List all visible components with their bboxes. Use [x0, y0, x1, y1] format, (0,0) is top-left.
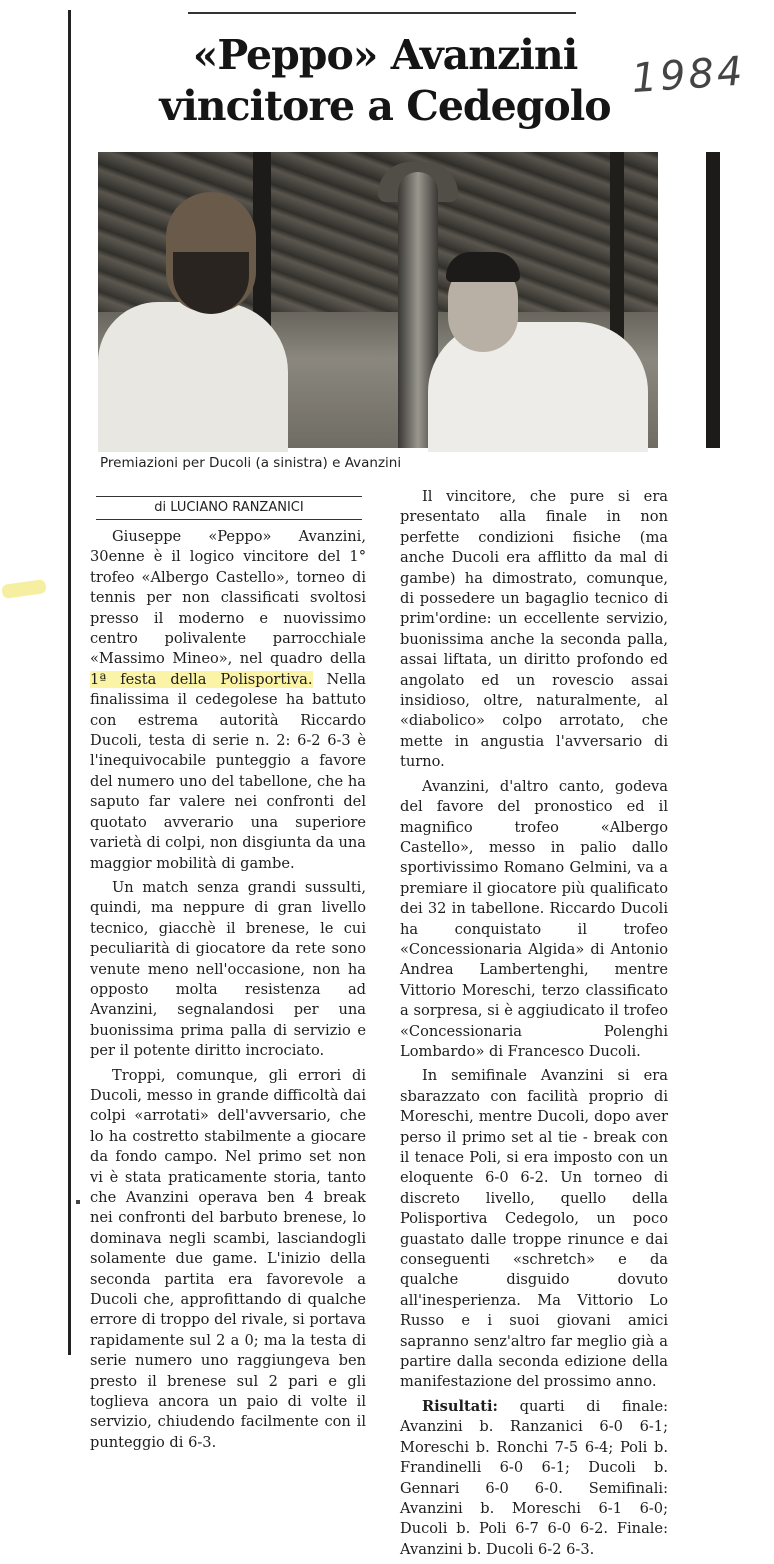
paragraph: Troppi, comunque, gli errori di Ducoli, messo in grande difficoltà dai colpi «arrotati» dell'avversario, che lo ha costretto stabilmente a giocare da fondo campo. Nel primo set non vi è stata praticamente storia, tanto che Avanzini operava ben 4 break nei confronti del barbuto brenese, lo dominava negli scambi, lasciandogli solamente due game. L'inizio della seconda partita era favorevole a Ducoli che, approfittando di qualche errore di troppo del rivale, si portava rapidamente sul 2 a 0; ma la testa di serie numero uno raggiungeva ben presto il brenese sul 2 pari e gli toglieva ancora un paio di volte il servizio, chiudendo facilmente con il punteggio di 6-3. — [90, 1066, 366, 1451]
results-label: Risultati: — [422, 1397, 498, 1415]
highlighted-text: 1ª festa della Polisportiva. — [90, 670, 313, 688]
margin-mark — [76, 1200, 80, 1204]
paragraph-text: Nella finalissima il cedegolese ha battuto con estrema autorità Riccardo Ducoli, testa di serie n. 2: 6-2 6-3 è l'inequivocabile punteggio a favore del numero uno del tabellone, che ha saputo far valere nei confronti del quotato avverario una superiore varietà di colpi, non disgiunta da una maggior mobilità di gambe. — [90, 670, 366, 872]
paragraph: Il vincitore, che pure si era presentato alla finale in non perfette condizioni fisiche (ma anche Ducoli era afflitto da mal di gambe) ha dimostrato, comunque, di possedere un bagaglio tecnico di prim'ordine: un eccellente servizio, buonissima anche la seconda palla, assai liftata, un diritto profondo ed angolato ed un rovescio assai insidioso, oltre, naturalmente, al «diabolico» colpo arrotato, che mette in angustia l'avversario di turno. — [400, 488, 668, 771]
photo-person-left — [98, 302, 288, 452]
article-column-right — [400, 487, 668, 1564]
handwritten-year: 1984 — [630, 48, 747, 103]
photo-person-right-hair — [446, 252, 520, 282]
top-rule — [188, 12, 576, 14]
byline: di LUCIANO RANZANICI — [154, 500, 304, 515]
headline-line-2: vincitore a Cedegolo — [159, 82, 611, 130]
results-paragraph — [400, 1397, 668, 1560]
headline-line-1: «Peppo» Avanzini — [192, 31, 578, 79]
article-column-left — [90, 527, 366, 1457]
award-photo — [98, 152, 658, 448]
left-column-rule — [68, 10, 71, 1355]
headline — [150, 30, 620, 132]
paragraph: In semifinale Avanzini si era sbarazzato con facilità proprio di Moreschi, mentre Ducoli, dopo aver perso il primo set al tie - break con il tenace Poli, si era imposto con un eloquente 6-0 6-2. Un torneo di discreto livello, quello della Polisportiva Cedegolo, un poco guastato dalle troppe rinunce e dai conseguenti «schretch» e da qualche disguido dovuto all'inesperienza. Ma Vittorio Lo Russo e i suoi giovani amici sapranno senz'altro far meglio già a partire dalla seconda edizione della manifestazione del prossimo anno. — [400, 1067, 668, 1391]
highlighter-mark — [1, 579, 47, 599]
byline-rule-top — [96, 496, 362, 497]
paragraph-text: Giuseppe «Peppo» Avanzini, 30enne è il logico vincitore del 1° trofeo «Albergo Castello», torneo di tennis per non classificati svoltosi presso il moderno e nuovissimo centro polivalente parrocchiale «Massimo Mineo», nel quadro della — [90, 528, 366, 668]
paragraph — [90, 527, 366, 874]
paragraph: Un match senza grandi sussulti, quindi, ma neppure di gran livello tecnico, giacchè il brenese, le cui peculiarità di giocatore da rete sono venute meno nell'occasione, non ha opposto molta resistenza ad Avanzini, segnalandosi per una buonissima prima palla di servizio e per il potente diritto incrociato. — [90, 878, 366, 1060]
results-text: quarti di finale: Avanzini b. Ranzanici 6-0 6-1; Moreschi b. Ronchi 7-5 6-4; Poli b. Frandinelli 6-0 6-1; Ducoli b. Gennari 6-0 6-0. Semifinali: Avanzini b. Moreschi 6-1 6-0; Ducoli b. Poli 6-7 6-0 6-2. Finale: Avanzini b. Ducoli 6-2 6-3. — [400, 1397, 668, 1558]
photo-caption: Premiazioni per Ducoli (a sinistra) e Avanzini — [100, 455, 402, 471]
photo-post — [706, 152, 720, 448]
paragraph: Avanzini, d'altro canto, godeva del favore del pronostico ed il magnifico trofeo «Albergo Castello», messo in palio dallo sportivissimo Romano Gelmini, va a premiare il giocatore più qualificato dei 32 in tabellone. Riccardo Ducoli ha conquistato il trofeo «Concessionaria Algida» di Antonio Andrea Lambertenghi, mentre Vittorio Moreschi, terzo classificato a sorpresa, si è aggiudicato il trofeo «Concessionaria Polenghi Lombardo» di Francesco Ducoli. — [400, 777, 668, 1060]
byline-rule-bottom — [96, 519, 362, 520]
